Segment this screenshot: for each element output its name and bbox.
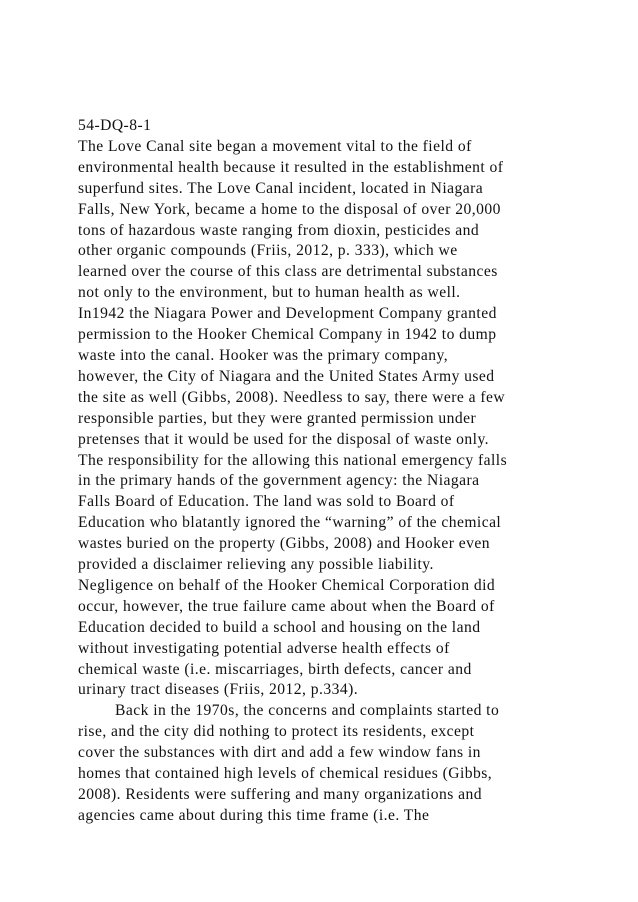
text-line: Education who blatantly ignored the “warning” of the chemical	[78, 514, 502, 532]
text-line: Falls Board of Education. The land was sold to Board of	[78, 493, 455, 511]
text-line: superfund sites. The Love Canal incident, located in Niagara	[78, 179, 484, 197]
text-line: learned over the course of this class are detrimental substances	[78, 263, 498, 281]
text-line: In1942 the Niagara Power and Development Company granted	[78, 305, 497, 323]
text-line: The Love Canal site began a movement vital to the field of	[78, 137, 472, 155]
text-line: responsible parties, but they were granted permission under	[78, 409, 477, 427]
paragraph-start-line: Back in the 1970s, the concerns and complaints started to	[115, 702, 500, 720]
text-line: 2008). Residents were suffering and many organizations and	[78, 786, 483, 803]
text-line: pretenses that it would be used for the disposal of waste only.	[78, 430, 490, 448]
text-line: not only to the environment, but to human health as well.	[78, 284, 461, 302]
text-line: in the primary hands of the government agency: the Niagara	[78, 472, 480, 490]
text-line: wastes buried on the property (Gibbs, 2008) and Hooker even	[78, 535, 490, 553]
text-line: other organic compounds (Friis, 2012, p. 333), which we	[78, 242, 458, 260]
text-line: The responsibility for the allowing this national emergency falls	[78, 451, 508, 469]
text-line: homes that contained high levels of chemical residues (Gibbs,	[78, 765, 493, 783]
text-line: without investigating potential adverse health effects of	[78, 639, 450, 657]
text-line: occur, however, the true failure came about when the Board of	[78, 597, 495, 615]
text-line: cover the substances with dirt and add a few window fans in	[78, 744, 481, 762]
text-line: rise, and the city did nothing to protect its residents, except	[78, 723, 475, 741]
text-line: permission to the Hooker Chemical Company in 1942 to dump	[78, 326, 497, 344]
text-line: provided a disclaimer relieving any possible liability.	[78, 556, 434, 574]
text-line: Negligence on behalf of the Hooker Chemical Corporation did	[78, 576, 496, 594]
text-line: environmental health because it resulted in the establishment of	[78, 158, 504, 176]
document-body	[78, 116, 598, 827]
text-line: Falls, New York, became a home to the disposal of over 20,000	[78, 200, 501, 218]
text-line: however, the City of Niagara and the United States Army used	[78, 367, 495, 385]
text-line: chemical waste (i.e. miscarriages, birth defects, cancer and	[78, 660, 472, 678]
text-line: the site as well (Gibbs, 2008). Needless to say, there were a few	[78, 388, 506, 406]
text-line: waste into the canal. Hooker was the primary company,	[78, 346, 449, 364]
text-line: agencies came about during this time frame (i.e. The	[78, 806, 430, 824]
text-line: Education decided to build a school and housing on the land	[78, 618, 481, 636]
text-line: urinary tract diseases (Friis, 2012, p.334).	[78, 681, 359, 699]
text-line: tons of hazardous waste ranging from dioxin, pesticides and	[78, 221, 480, 239]
document-heading: 54-DQ-8-1	[78, 117, 152, 134]
